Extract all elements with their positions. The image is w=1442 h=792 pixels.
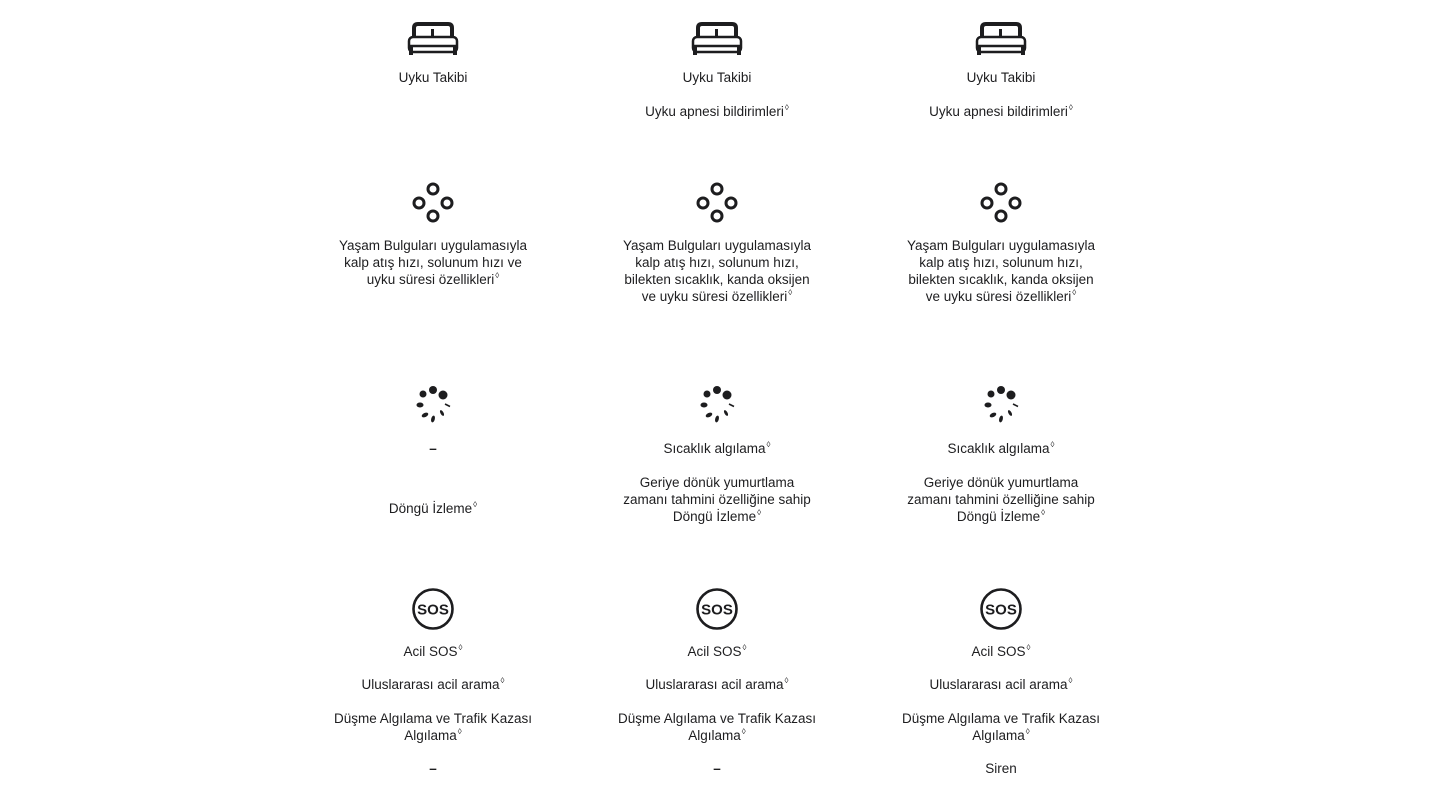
sos-icon	[333, 587, 533, 631]
siren-label: –	[429, 761, 437, 776]
fall-crash-detection-label: Düşme Algılama ve Trafik Kazası Algılama◊	[333, 711, 533, 743]
international-emergency-label: Uluslararası acil arama◊	[929, 676, 1073, 692]
sleep-tracking-label: Uyku Takibi	[682, 70, 752, 85]
cycle-tracking-label: Döngü İzleme◊	[388, 500, 478, 516]
vitals-label: Yaşam Bulguları uygulamasıyla kalp atış hızı, solunum hızı, bilekten sıcaklık, kanda oksijen ve uyku süresi özellikleri◊	[622, 238, 812, 304]
vitals-label: Yaşam Bulguları uygulamasıyla kalp atış hızı, solunum hızı ve uyku süresi özellikleri◊	[338, 238, 528, 287]
cycle-tracking-icon	[617, 384, 817, 428]
emergency-sos-label: Acil SOS◊	[971, 643, 1031, 659]
svg-text:SOS: SOS	[417, 601, 449, 619]
svg-text:SOS: SOS	[701, 601, 733, 619]
sleep-apnea-label: Uyku apnesi bildirimleri◊	[929, 103, 1073, 119]
svg-text:SOS: SOS	[985, 601, 1017, 619]
emergency-sos-label: Acil SOS◊	[687, 643, 747, 659]
cycle-tracking-label: Geriye dönük yumurtlama zamanı tahmini özelliğine sahip Döngü İzleme◊	[623, 475, 811, 524]
sleep-apnea-label: Uyku apnesi bildirimleri◊	[645, 103, 789, 119]
cycle-tracking-icon	[333, 384, 533, 428]
international-emergency-label: Uluslararası acil arama◊	[361, 676, 505, 692]
sos-icon	[617, 587, 817, 631]
fall-crash-detection-label: Düşme Algılama ve Trafik Kazası Algılama◊	[617, 711, 817, 743]
cycle-tracking-label: Geriye dönük yumurtlama zamanı tahmini özelliğine sahip Döngü İzleme◊	[907, 475, 1095, 524]
vitals-icon	[901, 181, 1101, 225]
vitals-icon	[617, 181, 817, 225]
temperature-sensing-label: –	[429, 441, 437, 456]
fall-crash-detection-label: Düşme Algılama ve Trafik Kazası Algılama◊	[901, 711, 1101, 743]
bed-icon	[901, 22, 1101, 58]
emergency-sos-label: Acil SOS◊	[403, 643, 463, 659]
sos-icon	[901, 587, 1101, 631]
sleep-tracking-label: Uyku Takibi	[398, 70, 468, 85]
temperature-sensing-label: Sıcaklık algılama◊	[947, 440, 1055, 456]
vitals-icon	[333, 181, 533, 225]
bed-icon	[333, 22, 533, 58]
international-emergency-label: Uluslararası acil arama◊	[645, 676, 789, 692]
cycle-tracking-icon	[901, 384, 1101, 428]
vitals-label: Yaşam Bulguları uygulamasıyla kalp atış hızı, solunum hızı, bilekten sıcaklık, kanda oksijen ve uyku süresi özellikleri◊	[906, 238, 1096, 304]
siren-label: –	[713, 761, 721, 776]
bed-icon	[617, 22, 817, 58]
temperature-sensing-label: Sıcaklık algılama◊	[663, 440, 771, 456]
sleep-tracking-label: Uyku Takibi	[966, 70, 1036, 85]
siren-label: Siren	[985, 761, 1017, 776]
